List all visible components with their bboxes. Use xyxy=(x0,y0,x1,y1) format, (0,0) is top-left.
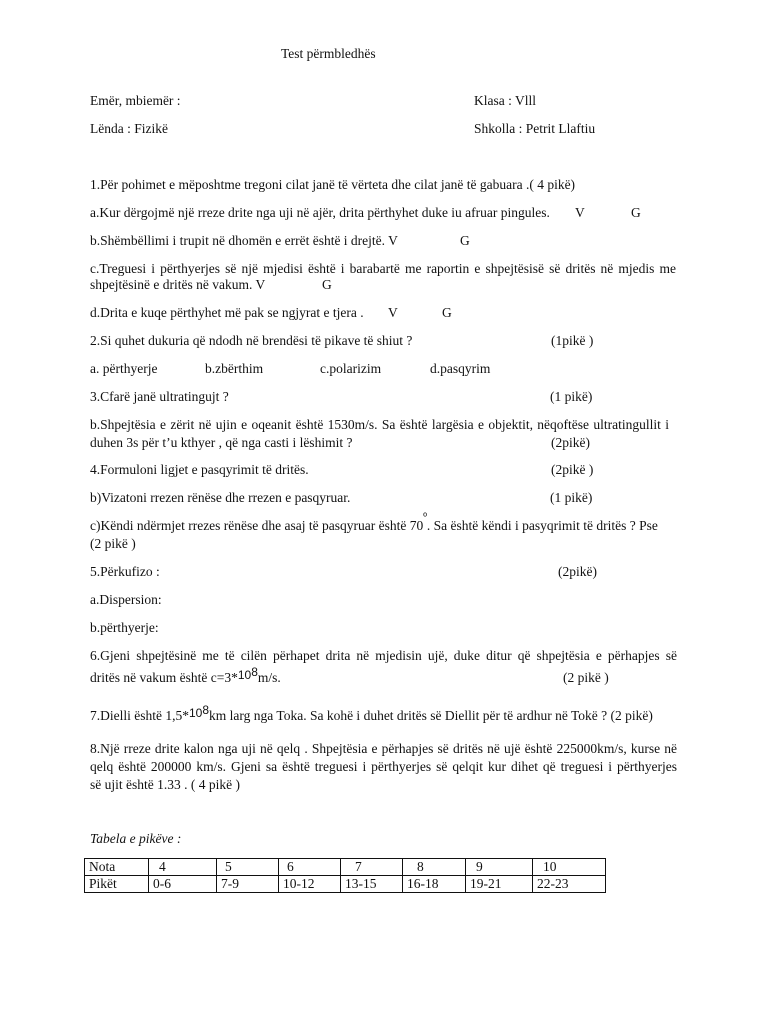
q1-b-false-mark: G xyxy=(460,233,470,248)
table-cell: 7-9 xyxy=(217,876,279,893)
table-cell: 10-12 xyxy=(279,876,341,893)
q1-a-text: a.Kur dërgojmë një rreze drite nga uji në ajër, drita përthyhet duke iu afruar pingules. xyxy=(90,205,550,220)
grading-table xyxy=(84,858,606,893)
q2-text: 2.Si quhet dukuria që ndodh në brendësi të pikave të shiut ? xyxy=(90,333,413,348)
q7-post: km larg nga Toka. Sa kohë i duhet dritës së Diellit për të ardhur në Tokë ? (2 pikë) xyxy=(209,708,653,723)
q3-points: (1 pikë) xyxy=(550,389,593,404)
q8-line3: së ujit është 1.33 . ( 4 pikë ) xyxy=(90,777,240,792)
q7-pre: 7.Dielli është 1,5* xyxy=(90,708,189,723)
q2-option-d: d.pasqyrim xyxy=(430,361,491,376)
grading-caption: Tabela e pikëve : xyxy=(90,831,182,846)
table-cell: 7 xyxy=(341,859,403,876)
degree-symbol: º xyxy=(423,512,427,523)
table-row-grade xyxy=(85,859,606,876)
table-cell: 13-15 xyxy=(341,876,403,893)
q6-line2-pre: dritës në vakum është c=3* xyxy=(90,670,238,685)
q3-b-line2: duhen 3s për t’u kthyer , që nga casti i lëshimit ? xyxy=(90,435,353,450)
q6-power-base: 10 xyxy=(237,668,252,682)
q1-d-true-mark: V xyxy=(388,305,398,320)
q6-points: (2 pikë ) xyxy=(563,670,609,685)
q1-c-line2: shpejtësinë e dritës në vakum. V xyxy=(90,277,266,292)
q4-b-points: (1 pikë) xyxy=(550,490,593,505)
q4-b-text: b)Vizatoni rrezen rënëse dhe rrezen e pasqyruar. xyxy=(90,490,351,505)
table-cell: 9 xyxy=(466,859,533,876)
q8-line1: 8.Një rreze drite kalon nga uji në qelq . Shpejtësia e përhapjes së dritës në ujë është 225000km/s, kurse në xyxy=(90,741,677,756)
class-label: Klasa : Vlll xyxy=(474,93,536,108)
q4-c-line1-post: . Sa është këndi i pasyqrimit të dritës ? Pse xyxy=(426,518,658,533)
q3-b-points: (2pikë) xyxy=(551,435,590,450)
q4-c-line2: (2 pikë ) xyxy=(90,536,136,551)
q2-points: (1pikë ) xyxy=(551,333,594,348)
q5-b-text: b.përthyerje: xyxy=(90,620,159,635)
table-cell: 0-6 xyxy=(149,876,217,893)
subject-label: Lënda : Fizikë xyxy=(90,121,168,136)
q1-a-true-mark: V xyxy=(575,205,585,220)
q1-intro: 1.Për pohimet e mëposhtme tregoni cilat janë të vërteta dhe cilat janë të gabuara .( 4 pikë) xyxy=(90,177,576,192)
table-cell: 10 xyxy=(533,859,606,876)
q6-line1: 6.Gjeni shpejtësinë me të cilën përhapet drita në mjedisin ujë, duke ditur që shpejtësia e përhapjes së xyxy=(90,648,677,663)
q3-text: 3.Cfarë janë ultratingujt ? xyxy=(90,389,229,404)
q4-points: (2pikë ) xyxy=(551,462,594,477)
table-row-points xyxy=(85,876,606,893)
table-cell: 8 xyxy=(403,859,466,876)
page-title: Test përmbledhës xyxy=(281,46,376,61)
q8-line2: qelq është 200000 km/s. Gjeni sa është treguesi i përthyerjes së qelqit kur dihet që treguesi i përthyerjes xyxy=(90,759,677,774)
q5-text: 5.Përkufizo : xyxy=(90,564,160,579)
q1-a-false-mark: G xyxy=(631,205,641,220)
name-label: Emër, mbiemër : xyxy=(90,93,181,108)
table-cell: 22-23 xyxy=(533,876,606,893)
q1-d-false-mark: G xyxy=(442,305,452,320)
q4-c-line1 xyxy=(90,512,658,534)
q2-option-b: b.zbërthim xyxy=(205,361,264,376)
q4-c-line1-pre: c)Këndi ndërmjet rrezes rënëse dhe asaj të pasqyruar është 70 xyxy=(90,518,424,533)
q5-a-text: a.Dispersion: xyxy=(90,592,162,607)
q5-points: (2pikë) xyxy=(558,564,597,579)
q7-text xyxy=(90,703,653,724)
q4-text: 4.Formuloni ligjet e pasqyrimit të dritës. xyxy=(90,462,309,477)
q2-option-a: a. përthyerje xyxy=(90,361,158,376)
q7-power-base: 10 xyxy=(188,706,203,720)
table-cell: 6 xyxy=(279,859,341,876)
q1-c-false-mark: G xyxy=(322,277,332,292)
q6-exponent: 8 xyxy=(251,665,258,679)
q1-c-line1: c.Treguesi i përthyerjes së një mjedisi është i barabartë me raportin e shpejtësisë së dritës në mjedis me xyxy=(90,261,676,276)
table-cell: Nota xyxy=(85,859,149,876)
q2-option-c: c.polarizim xyxy=(320,361,382,376)
q7-exponent: 8 xyxy=(202,703,210,717)
table-cell: 19-21 xyxy=(466,876,533,893)
q6-line2-post: m/s. xyxy=(257,670,281,685)
q3-b-line1: b.Shpejtësia e zërit në ujin e oqeanit është 1530m/s. Sa është largësia e objektit, nëqoftëse ultratingullit i xyxy=(90,417,669,432)
school-label: Shkolla : Petrit Llaftiu xyxy=(474,121,596,136)
table-cell: Pikët xyxy=(85,876,149,893)
q6-line2 xyxy=(90,665,281,686)
table-cell: 4 xyxy=(149,859,217,876)
table-cell: 16-18 xyxy=(403,876,466,893)
table-cell: 5 xyxy=(217,859,279,876)
q1-d-text: d.Drita e kuqe përthyhet më pak se ngjyrat e tjera . xyxy=(90,305,364,320)
q1-b-text: b.Shëmbëllimi i trupit në dhomën e errët është i drejtë. V xyxy=(90,233,398,248)
